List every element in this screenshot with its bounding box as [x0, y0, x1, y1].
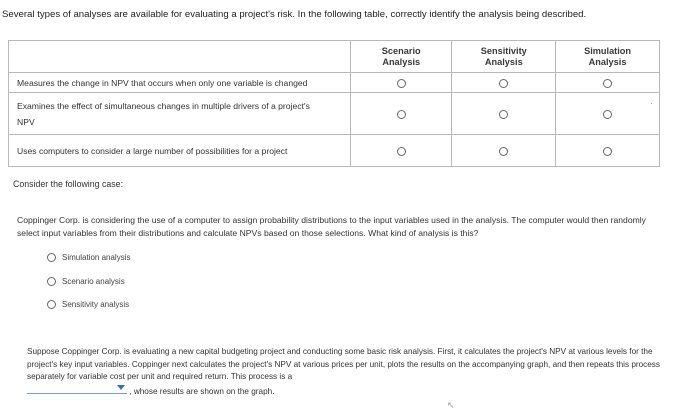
radio-cell — [452, 73, 556, 93]
column-header-simulation — [556, 41, 660, 73]
radio-button[interactable] — [397, 110, 406, 119]
chevron-down-icon[interactable] — [117, 385, 125, 390]
radio-cell — [350, 93, 452, 135]
radio-button[interactable] — [499, 79, 508, 88]
column-header-line: Simulation — [584, 45, 632, 56]
case-question: Coppinger Corp. is considering the use of a computer to assign probability distributions to the input variables used in the analysis. The computer would then randomly select input variables from their distributions and calculate NPVs based on those selections. What kind of analysis is this? — [17, 215, 646, 238]
row-label: Measures the change in NPV that occurs when only one variable is changed — [9, 73, 351, 93]
radio-cell — [452, 135, 556, 167]
column-header-line: Analysis — [588, 56, 627, 67]
radio-button[interactable] — [47, 300, 56, 309]
cursor-icon: ↖ — [447, 400, 455, 410]
instructions-text: Several types of analyses are available for evaluating a project's risk. In the following table, correctly identify the analysis being described. — [2, 9, 587, 20]
radio-cell — [556, 73, 660, 93]
radio-button[interactable] — [397, 147, 406, 156]
paragraph-text-end: , whose results are shown on the graph. — [129, 386, 275, 396]
radio-button[interactable] — [499, 110, 508, 119]
radio-cell — [350, 73, 452, 93]
radio-button[interactable] — [47, 277, 56, 286]
case-heading: Consider the following case: — [13, 179, 124, 189]
radio-button[interactable] — [499, 147, 508, 156]
option-label: Scenario analysis — [62, 277, 125, 286]
table-row — [9, 135, 660, 167]
radio-cell — [556, 135, 660, 167]
column-header-scenario — [350, 41, 452, 73]
column-header-sensitivity — [452, 41, 556, 73]
row-label: Uses computers to consider a large number of possibilities for a project — [9, 135, 351, 167]
radio-cell — [350, 135, 452, 167]
option-simulation[interactable] — [47, 253, 130, 262]
table-row — [9, 93, 660, 135]
radio-button[interactable] — [603, 147, 612, 156]
analysis-type-dropdown[interactable] — [27, 384, 127, 394]
radio-button[interactable] — [47, 253, 56, 262]
radio-cell — [452, 93, 556, 135]
table-row — [9, 73, 660, 93]
column-header-line: Analysis — [484, 56, 523, 67]
option-sensitivity[interactable] — [47, 300, 129, 309]
column-header-line: Scenario — [381, 45, 421, 56]
radio-button[interactable] — [603, 79, 612, 88]
radio-button[interactable] — [603, 110, 612, 119]
row-label-text: Examines the effect of simultaneous changes in multiple drivers of a project's NPV — [17, 100, 310, 127]
option-label: Sensitivity analysis — [62, 300, 130, 309]
column-header-line: Sensitivity — [480, 45, 527, 56]
radio-cell — [556, 93, 660, 135]
row-label — [9, 93, 351, 135]
stray-mark: · — [650, 98, 653, 108]
paragraph-text: Suppose Coppinger Corp. is evaluating a new capital budgeting project and conducting some basic risk analysis. First, it calculates the project's NPV at various levels for the project's key input variables. Coppinger next calculates the project's NPV at various prices per unit, plots the results on the accompanying graph, and then repeats this process separately for variable cost per unit and required return. This process is a — [27, 347, 660, 381]
risk-paragraph — [27, 346, 662, 398]
option-scenario[interactable] — [47, 277, 125, 286]
radio-button[interactable] — [397, 79, 406, 88]
option-label: Simulation analysis — [62, 253, 131, 262]
table-corner-cell — [9, 41, 351, 73]
analysis-table — [8, 40, 660, 167]
column-header-line: Analysis — [382, 56, 421, 67]
